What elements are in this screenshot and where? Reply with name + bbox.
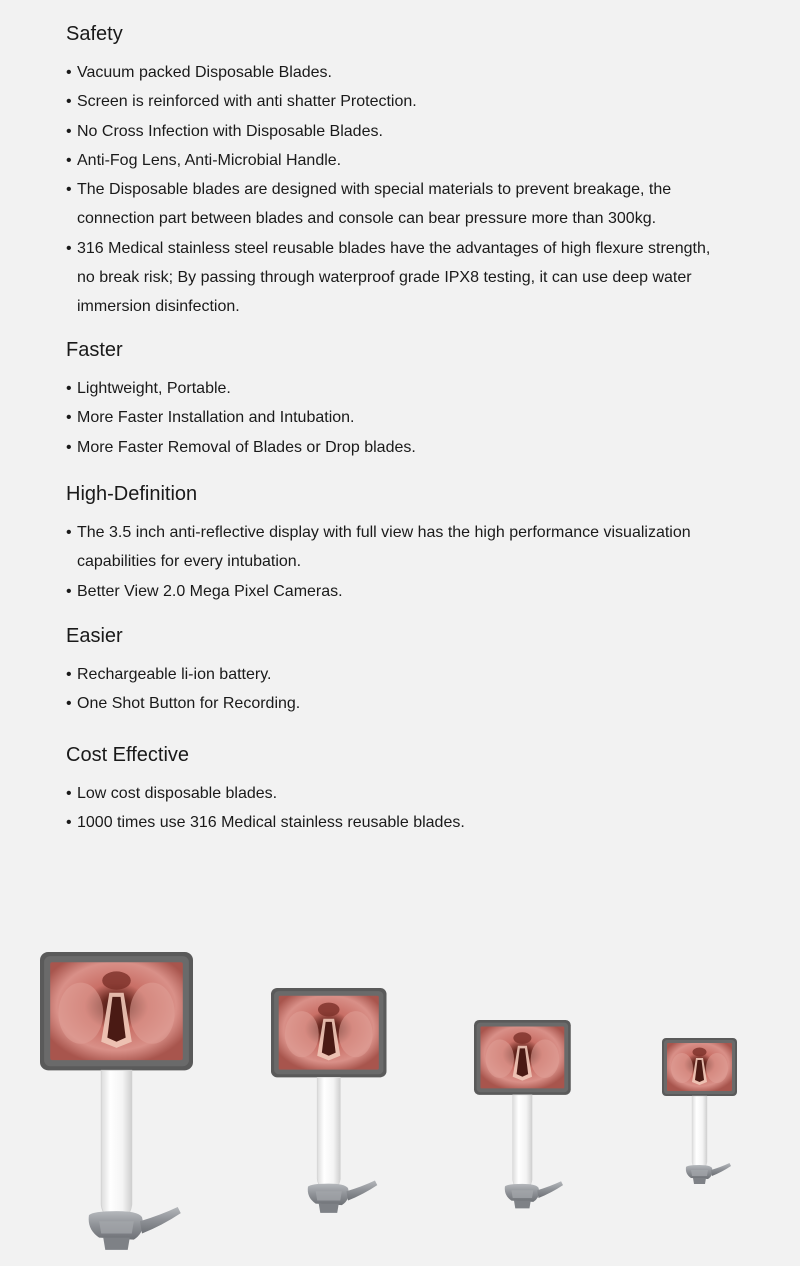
list-item (66, 808, 776, 837)
section-heading: Cost Effective (66, 744, 190, 766)
list-item (66, 234, 776, 322)
bullet-icon: • (66, 122, 72, 140)
list-item-text (66, 660, 776, 689)
list-item-text (66, 403, 776, 432)
list-item-line: One Shot Button for Recording. (77, 695, 301, 713)
laryngoscope-medium (271, 988, 387, 1213)
bullet-icon: • (66, 438, 72, 456)
list-item (66, 58, 776, 87)
list-item-line: Rechargeable li-ion battery. (77, 666, 272, 683)
list-item (66, 403, 776, 432)
list-item-line: Screen is reinforced with anti shatter Protection. (77, 93, 417, 111)
list-item (66, 87, 776, 116)
list-item-text: connection part between blades and console can bear pressure more than 300kg. (77, 210, 657, 228)
bullet-icon: • (66, 666, 72, 683)
list-item-line: More Faster Installation and Intubation. (77, 409, 355, 427)
bullet-icon: • (66, 582, 72, 600)
list-item-text (66, 518, 776, 547)
bullet-icon: • (66, 785, 72, 802)
list-item (66, 374, 776, 403)
list-item (66, 518, 776, 577)
list-item-text: capabilities for every intubation. (77, 553, 302, 571)
list-item-text (66, 433, 776, 462)
list-item-line: 1000 times use 316 Medical stainless reusable blades. (77, 814, 465, 832)
section-heading: High-Definition (66, 483, 198, 505)
list-item-text (66, 58, 776, 87)
list-item-line: No Cross Infection with Disposable Blades. (77, 122, 383, 140)
bullet-icon: • (66, 64, 72, 81)
bullet-icon: • (66, 181, 72, 199)
bullet-icon: • (66, 151, 72, 169)
list-item (66, 779, 776, 808)
list-item (66, 660, 776, 689)
bullet-icon: • (66, 409, 72, 427)
list-item-line: Anti-Fog Lens, Anti-Microbial Handle. (77, 151, 342, 169)
list-item-text (66, 808, 776, 837)
list-item (66, 577, 776, 606)
list-item-text (66, 577, 776, 606)
list-item-text (66, 374, 776, 403)
bullet-icon: • (66, 380, 72, 397)
section-heading: Safety (66, 23, 123, 45)
list-item-text (66, 117, 776, 146)
list-item (66, 146, 776, 175)
bullet-icon: • (66, 695, 72, 713)
list-item-line: Lightweight, Portable. (77, 380, 231, 397)
list-item-text (66, 87, 776, 116)
bullet-icon: • (66, 239, 72, 257)
list-item-line: Low cost disposable blades. (77, 785, 278, 802)
laryngoscope-small (474, 1020, 571, 1208)
list-item (66, 117, 776, 146)
list-item (66, 175, 776, 234)
list-item-text (66, 175, 776, 204)
list-item-line: 316 Medical stainless steel reusable blades have the advantages of high flexure strength, (77, 239, 711, 257)
bullet-icon: • (66, 524, 72, 541)
list-item-text (66, 689, 776, 718)
product-images (0, 940, 800, 1266)
list-item (66, 689, 776, 718)
list-item-text: immersion disinfection. (77, 298, 240, 316)
laryngoscope-smallest (662, 1038, 737, 1184)
laryngoscope-large (40, 952, 193, 1250)
list-item-text: no break risk; By passing through waterproof grade IPX8 testing, it can use deep water (77, 269, 692, 287)
list-item-line: More Faster Removal of Blades or Drop blades. (77, 438, 416, 456)
list-item-line: Better View 2.0 Mega Pixel Cameras. (77, 582, 343, 600)
list-item-text (66, 146, 776, 175)
bullet-icon: • (66, 93, 72, 111)
list-item (66, 433, 776, 462)
bullet-icon: • (66, 814, 72, 832)
section-heading: Easier (66, 625, 123, 647)
list-item-line: The Disposable blades are designed with special materials to prevent breakage, the (77, 181, 672, 199)
list-item-text (66, 234, 776, 263)
list-item-text (66, 779, 776, 808)
list-item-line: The 3.5 inch anti-reflective display with full view has the high performance visualization (77, 524, 691, 541)
section-heading: Faster (66, 339, 123, 361)
list-item-line: Vacuum packed Disposable Blades. (77, 64, 332, 81)
